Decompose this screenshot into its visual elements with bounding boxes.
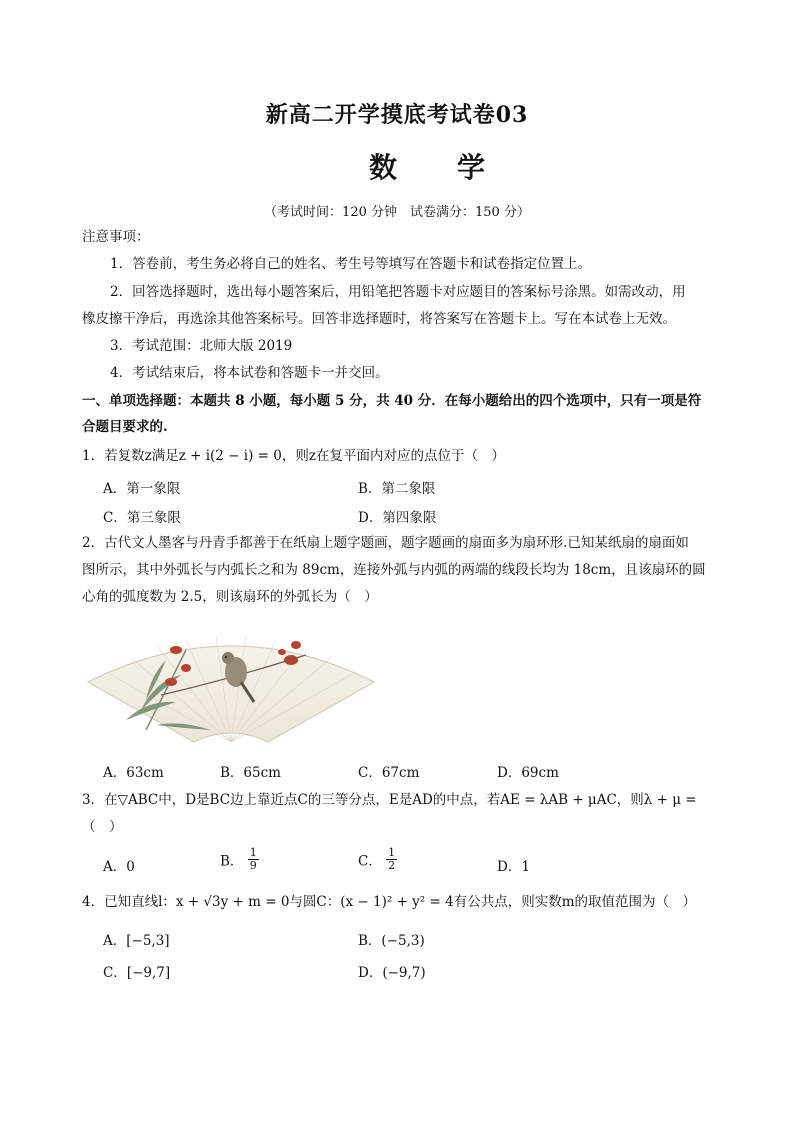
q3-option-c-denominator: 2 — [388, 859, 396, 872]
q3-option-c-fraction — [386, 847, 397, 872]
q4-option-b: B．(−5,3) — [358, 933, 425, 949]
note-3: 3．考试范围：北师大版 2019 — [110, 338, 293, 354]
q3-option-b-label: B． — [220, 853, 244, 870]
section-heading-line-1: 一、单项选择题：本题共 8 小题，每小题 5 分，共 40 分．在每小题给出的四个选项中，只有一项是符 — [82, 393, 702, 409]
q1-option-a: A．第一象限 — [103, 481, 181, 497]
q3-option-c — [358, 847, 397, 872]
q2-stem-line-3: 心角的弧度数为 2.5，则该扇环的外弧长为（ ） — [82, 589, 378, 605]
q1-option-b: B．第二象限 — [358, 481, 436, 497]
q2-stem-line-1: 2．古代文人墨客与丹青手都善于在纸扇上题字题画，题字题画的扇面多为扇环形.已知某纸扇的扇面如 — [82, 535, 689, 551]
section-heading-line-2: 合题目要求的. — [82, 419, 168, 435]
note-2-line-2: 橡皮擦干净后，再选涂其他答案标号。回答非选择题时，将答案写在答题卡上。写在本试卷上无效。 — [82, 311, 676, 327]
q4-option-c: C．[−9,7] — [103, 965, 171, 981]
q3-stem-line-2: （ ） — [82, 819, 123, 835]
exam-title: 新高二开学摸底考试卷03 — [265, 102, 529, 128]
note-2-line-1: 2．回答选择题时，选出每小题答案后，用铅笔把答题卡对应题目的答案标号涂黑。如需改动，用 — [110, 284, 686, 300]
q3-option-a: A．0 — [103, 859, 135, 875]
folding-fan-painting — [86, 620, 376, 748]
q3-option-c-numerator: 1 — [388, 846, 396, 859]
q1-option-d: D．第四象限 — [358, 510, 437, 526]
q3-option-c-label: C． — [358, 853, 382, 870]
q3-option-b-fraction — [248, 847, 259, 872]
q3-stem-line-1: 3．在▽ABC中，D是BC边上靠近点C的三等分点，E是AD的中点，若AE = λAB + μAC，则λ + μ = — [82, 792, 697, 808]
q1-option-c: C．第三象限 — [103, 510, 181, 526]
q1-stem: 1．若复数z满足z + i(2 − i) = 0，则z在复平面内对应的点位于（ ） — [82, 448, 505, 464]
q4-option-d: D．(−9,7) — [358, 965, 426, 981]
note-4: 4．考试结束后，将本试卷和答题卡一并交回。 — [110, 365, 389, 381]
q2-option-b: B．65cm — [220, 765, 281, 781]
q3-option-d: D．1 — [497, 859, 530, 875]
note-1: 1．答卷前，考生务必将自己的姓名、考生号等填写在答题卡和试卷指定位置上。 — [110, 256, 592, 272]
exam-info: （考试时间：120 分钟 试卷满分：150 分） — [264, 205, 530, 220]
q2-option-a: A．63cm — [103, 765, 164, 781]
notes-heading: 注意事项： — [82, 229, 150, 245]
q3-option-b — [220, 847, 259, 872]
q2-stem-line-2: 图所示，其中外弧长与内弧长之和为 89cm，连接外弧与内弧的两端的线段长均为 18cm，且该扇环的圆 — [82, 562, 706, 578]
q3-option-b-numerator: 1 — [249, 846, 257, 859]
q4-stem: 4．已知直线l：x + √3y + m = 0与圆C：(x − 1)² + y² = 4有公共点，则实数m的取值范围为（ ） — [82, 894, 696, 910]
q3-option-b-denominator: 9 — [249, 859, 257, 872]
q4-option-a: A．[−5,3] — [103, 933, 170, 949]
q2-option-c: C．67cm — [358, 765, 420, 781]
subject-title: 数学 — [368, 151, 545, 184]
q2-option-d: D．69cm — [497, 765, 559, 781]
